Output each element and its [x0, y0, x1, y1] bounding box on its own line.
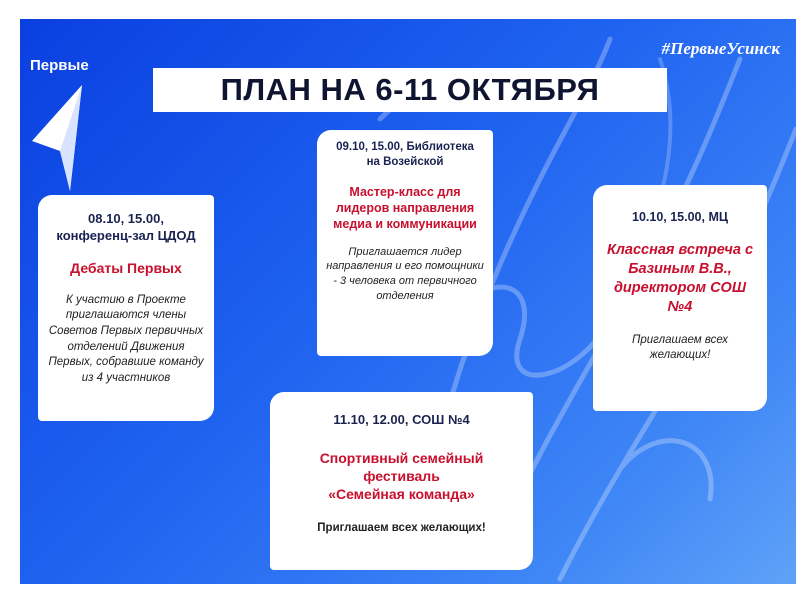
poster — [20, 19, 796, 584]
hashtag: #ПервыеУсинск — [661, 39, 780, 58]
event-title: Мастер-класс для лидеров направления медиа и коммуникации — [333, 184, 477, 232]
event-when-line-1: 08.10, 15.00, — [88, 211, 164, 226]
brand-logo — [30, 57, 90, 197]
event-when: 10.10, 15.00, МЦ — [632, 210, 728, 224]
event-title-line-2: «Семейная команда» — [328, 486, 475, 503]
event-when-line-2: конференц-зал ЦДОД — [56, 227, 196, 243]
event-card-masterclass — [317, 130, 493, 356]
event-card-debates — [38, 195, 214, 421]
event-note: Приглашаем всех желающих! — [632, 333, 728, 362]
event-when-line-1: 09.10, 15.00, Библиотека — [336, 141, 474, 153]
event-card-meeting — [593, 185, 767, 411]
event-when-line-2: на Возейской — [366, 155, 444, 168]
event-title: Дебаты Первых — [70, 259, 182, 276]
event-title: Классная встреча с Базиным В.В., директором СОШ №4 — [606, 242, 754, 315]
event-note: Приглашаем всех желающих! — [317, 522, 486, 535]
page-title: ПЛАН НА 6-11 ОКТЯБРЯ — [220, 72, 600, 107]
event-note: К участию в Проекте приглашаются члены Советов Первых первичных отделений Движения Первых, собравшие команду из 4 участников — [48, 293, 204, 384]
event-card-festival — [270, 392, 533, 570]
event-when: 11.10, 12.00, СОШ №4 — [333, 412, 470, 427]
logo-mark-icon — [30, 83, 90, 193]
logo-text: Первые — [30, 57, 89, 74]
event-title-line-1: Спортивный семейный фестиваль — [319, 449, 484, 485]
title-banner — [153, 68, 667, 112]
event-note: Приглашается лидер направления и его помощники - 3 человека от первичного отделения — [326, 245, 484, 303]
